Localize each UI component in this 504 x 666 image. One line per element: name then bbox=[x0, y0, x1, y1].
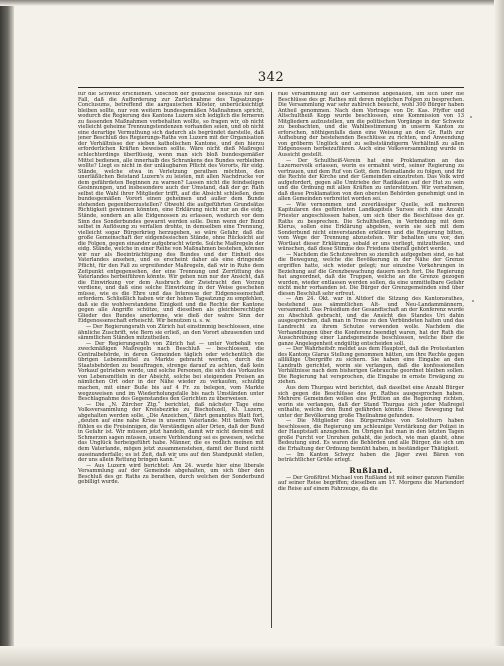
left-column bbox=[78, 92, 264, 632]
page-number: 342 bbox=[257, 70, 285, 85]
article-paragraph: — Im Kanton Schwyz haben die Jäger zwei Bären von beträchtlicher Größe erlegt. bbox=[278, 451, 464, 464]
scan-speck bbox=[472, 300, 474, 302]
article-paragraph: rale Versammlung auf der Gemeinde abgehalten, um sich über die Beschlüsse des gr. Rathes mit deren möglichen Folgen zu besprechen. Die Versammlung war sehr zahlreich besucht, wohl 300 Bürger haben Antheil genommen. Nach dem Vortrage von Dr. Kas. Pfyffer und Altschultheiß Kopp wurde beschlossen, eine Kommission von 13 Mitgliedern aufzustellen, um die politischen Vorgänge in der Schweiz zu beobachten, und die Wahlbestimmung in unserm Kanton zu erforschen, nöthigenfalls dann eine Weisung an den Gr. Rath zur Aufhebung der bestehenden Beschlüsse zu richten, und Anwendung von gröberm Unglück und zu selbstständigerm Verhältniß zu allen Eidgenossen herbeizuführen. Auch eine Volksversammlung wurde in Aussicht gestellt. bbox=[278, 92, 464, 159]
article-paragraph: — Der Regierungsrath von Zürich hat — unter Vorbehalt von zweckmäßigen Maßregeln nach Beschluß — beschlossen, die Centralbehörde, in deren Gemeinden täglich oder wöchentlich die übrigen Lebensmittel zu Markte gebracht werden, durch die Staatsbehörden zu beauftragen, strenge darauf zu achten, daß kein Vorkauf getrieben werde, und solche Personen, die sich des Vorkaufes von Lebensmitteln in der Absicht, solche bei steigenden Preisen an nämlichen Ort oder in der Nähe wieder zu verkaufen, schuldig machen, mit einer Buße bis auf 4 Fr. zu belegen, vom Markte wegzuweisen und im Wiederholungsfalle bis nach Umständen unter Beschlagnahme des Gegenstandes den Gerichten zu überweisen. bbox=[78, 340, 264, 403]
article-paragraph: — Aus Luzern wird berichtet: Am 24. wurde hier eine liberale Versammlung auf der Gemeinde abgehalten, um sich über den Beschluß des gr. Raths zu berathen, durch welchen der Sonderbund gebilligt wurde. bbox=[78, 462, 264, 486]
scan-shadow-top bbox=[0, 0, 504, 6]
article-paragraph: — Der Wahrheitsfr. meldet aus dem Hauptort, daß die Protestanten des Kantons Glarus Stellung genommen hätten, um ihre Rechte gegen allfällige Übergriffe zu sichern. Sie haben eine Eingabe an den Landrath gerichtet, worin sie verlangen, daß die konfessionellen Verhältnisse nach dem bisherigen Gebrauche geordnet bleiben sollen. Die Regierung hat versprochen, die Eingabe in ernste Erwägung zu ziehen. bbox=[278, 346, 464, 386]
scan-shadow-bottom bbox=[0, 646, 504, 666]
article-paragraph: — Die Mitglieder des Bürgerrathes von Solothurn haben beschlossen, die Regierung um schleunige Verstärkung der Polizei in der Hauptstadt anzugehen. Im Übrigen hat man in den letzten Tagen große Furcht vor Unruhen gehabt, die jedoch, wie man glaubt, ohne Bedeutung sind. Es waren die Behörden und alle Bürger, die sich um die Erhaltung der Ordnung bemüht haben, in beständiger Thätigkeit. bbox=[278, 418, 464, 452]
article-paragraph: — Am 24. Okt. war in Altdorf die Sitzung des Kantonsrathes, bestehend aus sämmtlichen Alt- und Neu-Landammännern, versammelt. Das Präsidium der Gesandtschaft an der Konferenz wurde zu Abschluß gebracht, und die Ansicht des Standes Uri dahin ausgesprochen, daß man in Treue zu den Verbündeten halten und das Landrecht zu ihrem Schutze verwenden wolle. Nachdem die Verhandlungen über die Konferenz beendigt waren, hat der Rath die Ausschreibung einer Landsgemeinde beschlossen, welche über die ganze Angelegenheit endgültig entscheiden soll. bbox=[278, 296, 464, 347]
section-heading: Rußland. bbox=[349, 465, 393, 475]
article-paragraph: — Der Großfürst Michael von Rußland ist mit seiner ganzen Familie auf seiner Reise begriffen; dieselben am 17. Morgens die Mariendorf die Reise auf einem Fahrzeuge, da die bbox=[278, 474, 464, 492]
scan-shadow-right bbox=[494, 0, 504, 666]
article-paragraph: Aus dem Thurgau wird berichtet, daß daselbst eine Anzahl Bürger sich gegen die Beschlüsse des gr. Rathes ausgesprochen haben. Mehrere Gemeinden wollen eine Petition an die Regierung richten, worin sie verlangen, daß der Stand Thurgau sich jeder Maßregel enthalte, welche den Bund gefährden könnte. Diese Bewegung hat unter der Bevölkerung große Theilnahme gefunden. bbox=[278, 384, 464, 419]
right-column bbox=[278, 92, 464, 632]
article-paragraph: — Die „N. Zürcher Ztg.“ berichtet, daß nächster Tage eine Volksversammlung der Kreisbezirke zu Bischofszell, Kt. Luzern, abgehalten werden solle. „Die Anzeichen,“ fährt genanntes Blatt fort, „deuten auf eine nahe Krise in unserm Vaterlande. Mit tiefem Weh fühlen es die Freisinnigen, die Verständigen aller Orten, daß der Bund in Gefahr ist. Wir müssen jetzt handeln, damit wir nicht dereinst mit Schmerzen sagen müssen, unsere Verblendung sei es gewesen, welche das Unglück herbeigeführt habe. Männer, die es redlich meinen mit dem Vaterlande, mögen jetzt zusammenstehen, damit der Bund nicht auseinanderfalle; es ist Zeit, daß wir uns auf den Standpunkt stellen, der uns allein Rettung bringen kann.“ bbox=[78, 401, 264, 464]
article-paragraph: — Der Schultheiß-Verein hat eine Proklamation an das Luzernervolk erlassen, worin es ermahnt wird, seiner Regierung zu vertrauen, und dem Ruf von Gott, dem Heimatlande zu folgen, und für die Rechte der Kirche und der Gemeinden einzutreten. Das Volk wird aufgefordert, gegen alle Umtriebe der Radikalen auf der Hut zu sein und die Ordnung mit allen Kräften zu unterstützen. Wir vernehmen, daß diese Proklamation von den obersten Behörden genehmigt und in allen Gemeinden verbreitet worden sei. bbox=[278, 157, 464, 203]
article-paragraph: — Nachdem die Schutzwehren so ziemlich aufgegeben sind, so hat die Bewegung, welche die Bevölkerung in der Nähe der Grenze ergriffen hatte, sich wieder gelegt; nur einzelne Vorkehrungen in Beziehung auf die Grenzbewachung dauern noch fort. Die Regierung hat angeordnet, daß die Truppen, welche an die Grenze gezogen wurden, wieder entlassen werden sollen, da eine unmittelbare Gefahr nicht mehr vorhanden ist. Die Bürger der Grenzgemeinden sind über diesen Beschluß sehr erfreut. bbox=[278, 251, 464, 297]
column-divider bbox=[271, 92, 272, 628]
newspaper-page bbox=[78, 70, 464, 636]
article-paragraph: — Wie vernommen und zuverlässiger Quelle, soll mehreren Kapitularen des gefürsteten Landkapitels Sursee sich eine Anzahl Priester angeschlossen haben, um sich über die Beschlüsse des gr. Raths zu besprechen. Die Schultheißen, in Verbindung mit dem Klerus, sollen eine Erklärung abgeben, worin sie sich mit dem Sonderbund nicht einverstanden erklären und die Regierung bitten, vom Wege der Trennung abzustehen. Wir behalten uns vor, den Wortlaut dieser Erklärung, sobald er uns vorliegt, mitzutheilen, und wünschen, daß diese Stimme des Friedens überall gehört werde. bbox=[278, 201, 464, 253]
article-paragraph: — Der Regierungsrath von Zürich hat einstimmig beschlossen, eine ähnliche Zuschrift, wie Bern sie erließ, an den Vorort abzusenden und sämmtlichen Ständen mitzutheilen. bbox=[78, 323, 264, 342]
scan-speck bbox=[470, 116, 472, 118]
header-rule bbox=[78, 87, 464, 88]
article-paragraph: für die Schweiz erschienen. Obschon der gedachte Beschluß für den Fall, daß die Aufforderung zur Zurücknahme des Tagsatzungs-Conclusums, betreffend die aargauischen Klöster, unberücksichtigt bleiben sollte, nur von weitern bundesgemäßen Maßnahmen spricht, wodurch die Regierung des Kantons Luzern sich lediglich die ferneren zu fassenden Maßnahmen vorbehalten wollte, so fragen wir, ob nicht vielleicht geheime Trennungstendenzen vorhanden seien, und ob nicht eine derartige Vermuthung sich dadurch als begründet darstelle, daß jener Beschluß des Regierungs-Raths von Luzern mit der Organisation der Verhältnisse der sieben katholischen Kantone, und den hierzu erforderlichen Kräften beweisen sollte. Wäre nicht dieß Maßregel schlechterdings überflüssig, wenn man sich bloß bundesgemäßer Mittel bedienen, alle innerhalb des Schrankens des Bundes verbleiben wollte? Liegt es nicht in der unläugbaren Pflicht des Vororts, für eidg. Stände, welche etwa in Verletzung gerathen möchten, den unerläßlichen Beistand Luzern's zu leisten, mit allen Nachdrucke vor dem gefährdeten Beginnen zu warnen? Lassen nicht die feindseligen Gesinnungen, und insbesondere auch der Umstand, daß der gr. Rath selbst die Wahl ihrer Mitglieder trifft, auf die Absicht schließen, dem bundesgemäßen Vorort einen geheimen und außer dem Bunde stehenden gegenüberzustellen? Obwohl die aufgeführten Grundsätze Richtigkeit gewinnen könnten, eine Erklärung nicht nur an die eidg. Stände, sondern an alle Eidgenossen zu erlassen, wodurch vor dem Sinn des Sonderbundes gewarnt werden solle. Denn wenn der Bund selbst in Auflösung zu verfallen drohte, in demselben eine Trennung, vielleicht sogar Bürgerkrieg herzugeben, so wäre Gefahr, daß die große Gemeinschaft der eidgenössischen Stände, ohne Rücksicht auf die Folgen, gegen einander aufgebracht würde. Solche Maßregeln der eidg. Stände, welche in einer Reihe von Maßnahmen bestehen, können wir nur als Beeinträchtigung des Bundes und der Einheit des Vaterlandes ansehen, und es erscheint daher als eine dringende Pflicht, für den Fall zu ergreifender Maßregeln, daß wir in Ruhe dem Zeitpunkt entgegensehen, der eine Trennung und Zerrüttung des Vaterlandes herbeiführen könnte. Wir gehen nun nur der Ansicht, daß die Einwirkung vor dem Ausbruch der Zwietracht den Vorzug verdiene, und daß eine solche Einwirkung in der Weise geschehen müsse, wie es die Ehre und das Interesse der Eidgenossenschaft erfordern. Schließlich haben wir der hohen Tagsatzung zu empfehlen, daß sie die wohlverstandene Einigkeit und die Rechte der Kantone gegen alle Angriffe schütze, und dieselben als gleichberechtigte Glieder des Bundes anerkenne, wie dieß der wahre Sinn der Eidgenossenschaft erheischt. Wir benutzen u. s. w. bbox=[78, 92, 264, 325]
scan-shadow-left bbox=[0, 0, 14, 666]
